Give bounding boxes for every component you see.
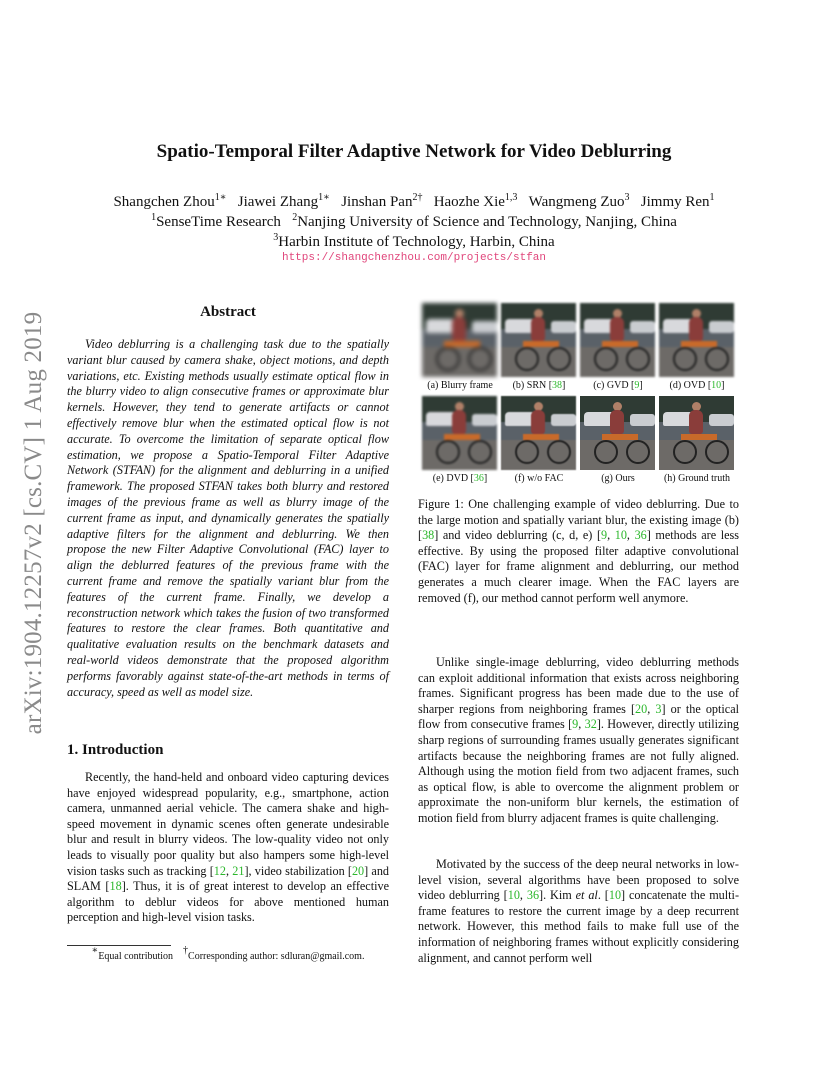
affiliation-line-1 xyxy=(0,212,828,232)
citation-link[interactable]: 10 xyxy=(614,528,627,543)
affiliation-line-2 xyxy=(0,232,828,252)
citation-link[interactable]: 36 xyxy=(634,528,647,543)
aff-sup: 2 xyxy=(292,212,298,223)
figure-panel-c xyxy=(580,303,655,377)
footnote-text: Equal contribution xyxy=(98,951,174,962)
citation-link[interactable]: 9 xyxy=(601,528,608,543)
footnote-rule xyxy=(67,945,171,946)
footnote-mark: † xyxy=(183,945,189,956)
citation-link[interactable]: 38 xyxy=(422,528,435,543)
project-url[interactable]: https://shangchenzhou.com/projects/stfan xyxy=(281,252,547,264)
figure-label-f: (f) w/o FAC xyxy=(514,473,564,484)
figure-panel-b xyxy=(501,303,576,377)
citation-link[interactable]: 12 xyxy=(213,863,226,878)
footnote-mark: ∗ xyxy=(91,945,99,956)
author-affiliation-sup: 1∗ xyxy=(214,192,227,203)
citation-link[interactable]: 10 xyxy=(711,380,722,391)
author-name: Jinshan Pan xyxy=(341,194,413,210)
figure-panel-g xyxy=(580,396,655,470)
citation-link[interactable]: 9 xyxy=(634,380,640,391)
figure-label-g: (g) Ours xyxy=(601,473,635,484)
figure-panel-d xyxy=(659,303,734,377)
affiliation: Nanjing University of Science and Technology, Nanjing, China xyxy=(297,214,677,230)
aff-sup: 1 xyxy=(151,212,157,223)
figure-panel-h xyxy=(659,396,734,470)
arxiv-stamp xyxy=(14,285,54,760)
footnote-text: Corresponding author: sdluran@gmail.com. xyxy=(188,951,365,962)
author-name: Haozhe Xie xyxy=(433,194,505,210)
abstract-heading: Abstract xyxy=(200,304,256,320)
author-name: Shangchen Zhou xyxy=(113,194,215,210)
italic-text: et al xyxy=(575,888,598,903)
affiliation: Harbin Institute of Technology, Harbin, China xyxy=(278,234,555,250)
citation-link[interactable]: 10 xyxy=(507,888,520,903)
section-heading-introduction: 1. Introduction xyxy=(67,742,164,758)
figure-label-d: (d) OVD [10] xyxy=(669,380,725,391)
figure-label-e: (e) DVD [36] xyxy=(432,473,488,484)
figure-label-b: (b) SRN [38] xyxy=(512,380,566,391)
footnote xyxy=(67,945,389,962)
author-affiliation-sup: 1 xyxy=(709,192,715,203)
citation-link[interactable]: 38 xyxy=(552,380,563,391)
citation-link[interactable]: 10 xyxy=(608,888,622,903)
citation-link[interactable]: 20 xyxy=(351,863,365,878)
citation-link[interactable]: 9 xyxy=(572,717,579,732)
citation-link[interactable]: 32 xyxy=(584,717,597,732)
citation-link[interactable]: 20 xyxy=(635,701,648,716)
figure-panel-e xyxy=(422,396,497,470)
body-paragraph: Motivated by the success of the deep neural networks in low-level vision, several algorithms have been proposed to solve video deblurring [10, 36]. Kim et al. [10] concatenate the multi-frame features to restore the current image by a deep recurrent network. However, this method fails to make full use of the information of neighboring frames without explicitly considering alignment, and cannot perform well xyxy=(418,857,739,965)
author-affiliation-sup: 1∗ xyxy=(318,192,330,203)
figure-caption: Figure 1: One challenging example of video deblurring. Due to the large motion and spatially variant blur, the existing image (b) [38] and video deblurring (c, d, e) [9, 10, 36] methods are less effective. By using the proposed filter adaptive convolutional (FAC) layer for frame alignment and deblurring, our method generates a much clearer image. When the FAC layers are removed (f), our method cannot perform well anymore. xyxy=(418,497,740,605)
body-paragraph: Unlike single-image deblurring, video deblurring methods can exploit additional information that exists across neighboring frames. Significant progress has been made due to the use of sharper regions from neighboring frames [20, 3] or the optical flow from consecutive frames [9, 32]. However, directly utilizing sharp regions of surrounding frames usually generates significant artifacts because the neighboring frames are not fully aligned. Although using the motion field from two adjacent frames, such as optical flow, is able to overcome the alignment problem or approximate the non-uniform blur kernels, the estimation of motion field from blurry adjacent frames is quite challenging. xyxy=(418,655,740,825)
author-name: Jimmy Ren xyxy=(640,194,710,210)
author-affiliation-sup: 2† xyxy=(412,192,423,203)
citation-link[interactable]: 36 xyxy=(473,473,484,484)
figure-1 xyxy=(420,303,738,488)
citation-link[interactable]: 18 xyxy=(109,879,122,894)
author-block xyxy=(0,192,828,252)
author-name: Wangmeng Zuo xyxy=(528,194,625,210)
figure-panel-f xyxy=(501,396,576,470)
figure-panel-a xyxy=(422,303,497,377)
arxiv-id: arXiv:1904.12257v2 [cs.CV] 1 Aug 2019 xyxy=(20,311,47,734)
citation-link[interactable]: 36 xyxy=(526,888,540,903)
abstract-text: Video deblurring is a challenging task due to the spatially variant blur caused by camera shake, object motions, and depth variations, etc. Existing methods usually estimate optical flow in the blurry video to align consecutive frames or approximate blur kernels. However, they tend to generate artifacts or cannot effectively remove blur when the estimated optical flow is not accurate. To overcome the limitation of separate optical flow estimation, we propose a Spatio-Temporal Filter Adaptive Network (STFAN) for the alignment and deblurring in a unified framework. The proposed STFAN takes both blurry and restored images of the previous frame as well as blurry image of the current frame as input, and dynamically generates the spatially adaptive filters for the alignment and deblurring. We then propose the new Filter Adaptive Convolutional (FAC) layer to align the deblurred features of the previous frame with the current frame and remove the spatially variant blur from the features of the current frame. Finally, we develop a reconstruction network which takes the fusion of two transformed features to restore the clear frames. Both quantitative and qualitative evaluation results on the benchmark datasets and real-world videos demonstrate that the proposed algorithm performs favorably against state-of-the-art methods in terms of accuracy, speed as well as model size. xyxy=(67,337,389,699)
author-name: Jiawei Zhang xyxy=(237,194,319,210)
author-affiliation-sup: 3 xyxy=(624,192,630,203)
author-list xyxy=(0,192,828,212)
intro-paragraph: Recently, the hand-held and onboard video capturing devices have enjoyed widespread popularity, e.g., smartphone, action camera, unmanned aerial vehicle. The camera shake and high-speed movement in dynamic scenes often generate undesirable blur and result in blurry videos. The low-quality video not only leads to visually poor quality but also hampers some high-level vision tasks such as tracking [12, 21], video stabilization [20] and SLAM [18]. Thus, it is of great interest to develop an effective algorithm to deblur videos for above mentioned human perception and high-level vision tasks. xyxy=(67,770,390,925)
paper-title: Spatio-Temporal Filter Adaptive Network for Video Deblurring xyxy=(156,141,672,162)
aff-sup: 3 xyxy=(273,232,279,243)
citation-link[interactable]: 3 xyxy=(655,701,662,716)
figure-label-h: (h) Ground truth xyxy=(663,473,731,484)
figure-label-a: (a) Blurry frame xyxy=(427,380,493,391)
affiliation: SenseTime Research xyxy=(156,214,281,230)
citation-link[interactable]: 21 xyxy=(232,863,245,878)
author-affiliation-sup: 1,3 xyxy=(504,192,518,203)
figure-label-c: (c) GVD [9] xyxy=(593,380,643,391)
